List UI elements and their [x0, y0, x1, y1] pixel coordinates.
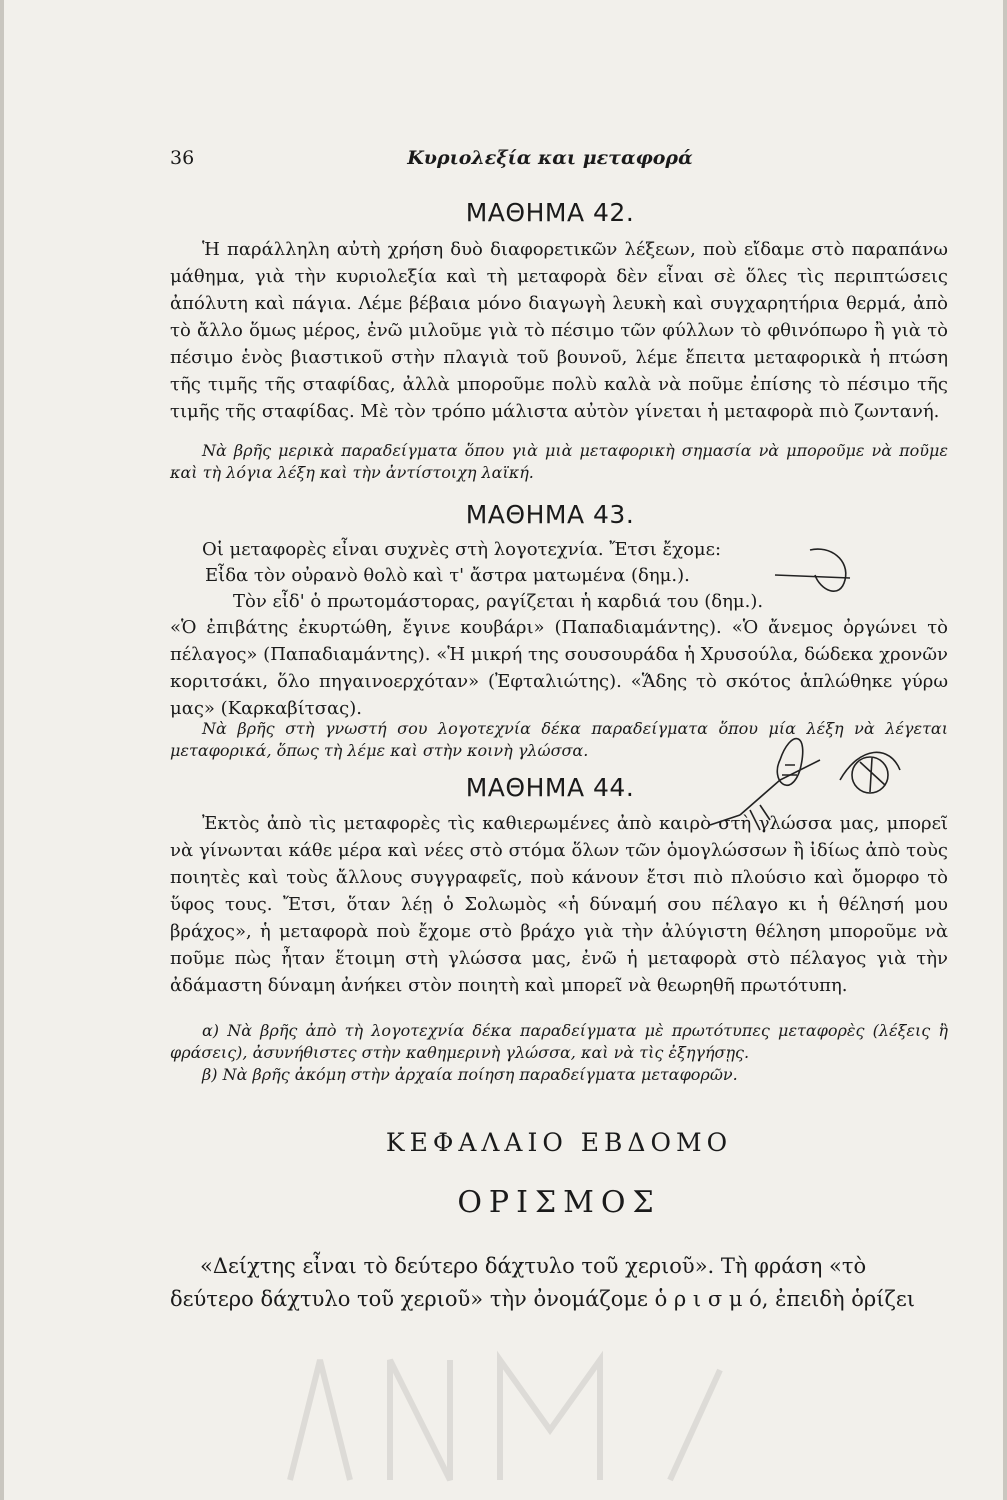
lesson-42-body: Ἡ παράλληλη αὐτὴ χρήση δυὸ διαφορετικῶν λέξεων, ποὺ εἴδαμε στὸ παραπάνω μάθημα, γιὰ τὴν κυριολεξία καὶ τὴ μεταφορὰ δὲν εἶναι σὲ ὅλες τὶς περιπτώσεις ἀπόλυτη καὶ πάγια. Λέμε βέβαια μόνο διαγωγὴ λευκὴ καὶ συγχαρητήρια θερμά, ἀπὸ τὸ ἄλλο ὅμως μέρος, ἐνῶ μιλοῦμε γιὰ τὸ πέσιμο τῶν φύλλων τὸ φθινόπωρο ἢ γιὰ τὸ πέσιμο ἑνὸς βιαστικοῦ στὴν πλαγιὰ τοῦ βουνοῦ, λέμε ἔπειτα μεταφορικὰ ἡ πτώση τῆς τιμῆς τῆς σταφίδας, ἀλλὰ μποροῦμε πολὺ καλὰ νὰ ποῦμε ἐπίσης τὸ πέσιμο τῆς τιμῆς τῆς σταφίδας. Μὲ τὸν τρόπο μάλιστα αὐτὸν γίνεται ἡ μεταφορὰ πιὸ ζωντανή. [170, 239, 948, 422]
lesson-44-heading: ΜΑΘΗΜΑ 44. [465, 773, 635, 802]
faint-bleedthrough-icon [250, 1340, 770, 1490]
lesson-43-heading: ΜΑΘΗΜΑ 43. [465, 500, 635, 529]
chapter-title: ΟΡΙΣΜΟΣ [457, 1185, 661, 1220]
poem-line-2: Τὸν εἶδ' ὁ πρωτομάστορας, ραγίζεται ἡ καρδιά του (δημ.). [233, 591, 764, 612]
running-title: Κυριολεξία και μεταφορά [407, 147, 693, 169]
lesson-44-exercise-b: β) Νὰ βρῆς ἀκόμη στὴν ἀρχαία ποίηση παραδείγματα μεταφορῶν. [202, 1065, 738, 1084]
chapter-line-2: δεύτερο δάχτυλο τοῦ χεριοῦ» τὴν ὀνομάζομε ὁ ρ ι σ μ ό, ἐπειδὴ ὁρίζει [170, 1287, 915, 1311]
lesson-43-intro: Οἱ μεταφορὲς εἶναι συχνὲς στὴ λογοτεχνία. Ἔτσι ἔχομε: [202, 539, 722, 560]
lesson-44-body: Ἐκτὸς ἀπὸ τὶς μεταφορὲς τὶς καθιερωμένες ἀπὸ καιρὸ στὴ γλώσσα μας, μπορεῖ νὰ γίνωνται κάθε μέρα καὶ νέες στὸ στόμα ὅλων τῶν ὁμογλώσσων ἢ ἰδίως ἀπὸ τοὺς ποιητὲς καὶ τοὺς ἄλλους συγγραφεῖς, ποὺ κάνουν ἔτσι πιὸ πλούσιο καὶ ὄμορφο τὸ ὕφος τους. Ἔτσι, ὅταν λέῃ ὁ Σολωμὸς «ἡ δύναμή σου πέλαγο κι ἡ θέλησή μου βράχος», ἡ μεταφορὰ ποὺ ἔχομε στὸ βράχο γιὰ τὴν ἀλύγιστη θέληση μποροῦμε νὰ ποῦμε πὼς ἦταν ἕτοιμη στὴ γλώσσα μας, ἐνῶ ἡ μεταφορὰ στὸ πέλαγος γιὰ τὴν ἀδάμαστη δύναμη ἀνήκει στὸν ποιητὴ καὶ μπορεῖ νὰ θεωρηθῆ πρωτότυπη. [170, 813, 948, 996]
lesson-43-exercise: Νὰ βρῆς στὴ γνωστή σου λογοτεχνία δέκα παραδείγματα ὅπου μία λέξη νὰ λέγεται μεταφορικά, ὅπως τὴ λέμε καὶ στὴν κοινὴ γλώσσα. [170, 719, 948, 760]
page-number: 36 [170, 147, 195, 169]
lesson-42-heading: ΜΑΘΗΜΑ 42. [465, 198, 635, 227]
lesson-44-exercise-a: α) Νὰ βρῆς ἀπὸ τὴ λογοτεχνία δέκα παραδείγματα μὲ πρωτότυπες μεταφορὲς (λέξεις ἢ φράσεις), ἀσυνήθιστες στὴν καθημερινὴ γλώσσα, καὶ νὰ τὶς ἐξηγήσῃς. [170, 1021, 948, 1062]
lesson-42-exercise: Νὰ βρῆς μερικὰ παραδείγματα ὅπου γιὰ μιὰ μεταφορικὴ σημασία νὰ μποροῦμε νὰ ποῦμε καὶ τὴ λόγια λέξη καὶ τὴν ἀντίστοιχη λαϊκή. [170, 441, 948, 482]
chapter-line-1: «Δείχτης εἶναι τὸ δεύτερο δάχτυλο τοῦ χεριοῦ». Τὴ φράση «τὸ [200, 1254, 867, 1278]
chapter-label: ΚΕΦΑΛΑΙΟ ΕΒΔΟΜΟ [385, 1128, 733, 1157]
page-right-edge [1003, 0, 1007, 1500]
chapter-opening [170, 1250, 970, 1316]
page-left-edge [0, 0, 4, 1500]
poem-line-1: Εἶδα τὸν οὐρανὸ θολὸ καὶ τ' ἄστρα ματωμένα (δημ.). [205, 565, 690, 586]
lesson-43-body: «Ὁ ἐπιβάτης ἐκυρτώθη, ἔγινε κουβάρι» (Παπαδιαμάντης). «Ὁ ἄνεμος ὀργώνει τὸ πέλαγος» (Παπαδιαμάντης). «Ἡ μικρή της σουσουράδα ἡ Χρυσούλα, δώδεκα χρονῶν κοριτσάκι, ὅλο πηγαινοερχόταν» (Ἐφταλιώτης). «Ἅδης τὸ σκότος ἁπλώθηκε γύρω μας» (Καρκαβίτσας). [170, 617, 948, 719]
page-header [170, 147, 930, 177]
